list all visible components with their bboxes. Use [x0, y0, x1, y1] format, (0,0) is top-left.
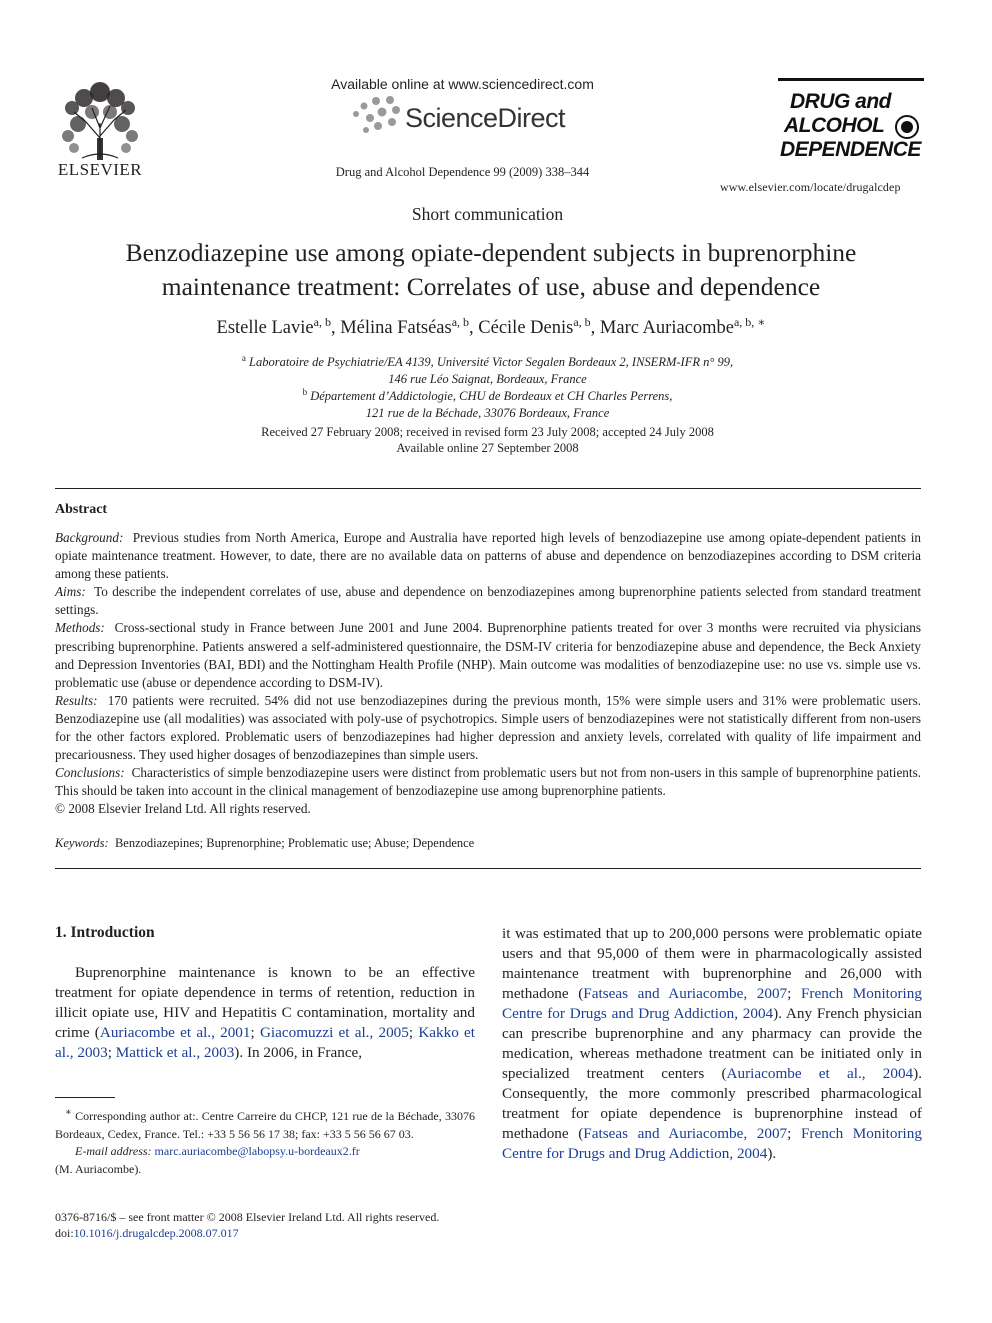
abstract-section — [55, 692, 921, 764]
email-link[interactable]: marc.auriacombe@labopsy.u-bordeaux2.fr — [154, 1144, 360, 1158]
section-heading: 1. Introduction — [55, 924, 155, 941]
citation-link[interactable]: French Monitoring Centre for Drugs and Drug Addiction, 2004 — [502, 1125, 922, 1162]
body-text: ). Consequently, the more commonly prescribed pharmacological treatment for opiate dependence is buprenorphine instead of methadone ( — [502, 1065, 922, 1142]
author-affiliation-mark[interactable]: a, b, ∗ — [733, 315, 766, 329]
affiliation-line: 121 rue de la Béchade, 33076 Bordeaux, France — [365, 405, 610, 420]
abstract-section — [55, 583, 921, 619]
body-text: it was estimated that up to 200,000 persons were problematic opiate users and that 95,000 of them were in pharmacologically assisted maintenance treatment with buprenorphine and 26,000 with methadone ( — [502, 925, 922, 1002]
citation-link[interactable]: Mattick et al., 2003 — [115, 1044, 235, 1061]
journal-emblem-icon — [894, 114, 920, 140]
keywords-list: Benzodiazepines; Buprenorphine; Problematic use; Abuse; Dependence — [114, 836, 475, 850]
journal-url: www.elsevier.com/locate/drugalcdep — [720, 180, 901, 194]
citation-link[interactable]: French Monitoring Centre for Drugs and Drug Addiction, 2004 — [502, 985, 922, 1022]
abstract-bottom-rule — [55, 868, 921, 869]
citation-link[interactable]: Auriacombe et al., 2001 — [99, 1024, 251, 1041]
affiliation-b — [150, 384, 825, 421]
affiliation-line: Département d’Addictologie, CHU de Bordeaux et CH Charles Perrens, — [310, 389, 673, 404]
keywords-label: Keywords: — [55, 836, 109, 850]
citation-link[interactable]: Giacomuzzi et al., 2005 — [259, 1024, 409, 1041]
footnote-rule — [55, 1097, 115, 1098]
doi-link[interactable]: 10.1016/j.drugalcdep.2008.07.017 — [73, 1226, 239, 1240]
author-affiliation-mark[interactable]: a, b — [573, 315, 591, 329]
abstract-text: Characteristics of simple benzodiazepine users were distinct from problematic users but not from non-users in this sample of buprenorphine patients. This should be taken into account in the clinical management of benzodiazepine use among buprenorphine patients. — [55, 765, 921, 799]
affiliation-mark: b — [302, 387, 308, 397]
abstract-text: Cross-sectional study in France between June 2001 and June 2004. Buprenorphine patients treated for over 3 months were recruited via physicians prescribing buprenorphine. Patients answered a self-administered questionnaire, the DSM-IV criteria for benzodiazepine abuse and dependence, the Beck Anxiety and Depression Inventories (BAI, BDI) and the Nottingham Health Profile (NHP). Main outcome was modalities of benzodiazepine use: no use vs. simple use vs. problematic use (abuse or dependence according to DSM-IV). — [55, 620, 922, 690]
journal-logo-line: DRUG and — [790, 90, 891, 113]
abstract-heading: Abstract — [55, 502, 108, 517]
journal-reference: Drug and Alcohol Dependence 99 (2009) 338–344 — [335, 165, 590, 179]
citation-link[interactable]: Fatseas and Auriacombe, 2007 — [583, 985, 788, 1002]
abstract-label: Results: — [55, 692, 98, 708]
author-name: Cécile Denis — [478, 318, 574, 339]
abstract-label: Conclusions: — [55, 765, 125, 781]
article-title-line: Benzodiazepine use among opiate-dependent subjects in buprenorphine — [125, 238, 857, 267]
doi-label: doi: — [55, 1226, 74, 1240]
article-dates — [150, 424, 825, 456]
received-dates: Received 27 February 2008; received in revised form 23 July 2008; accepted 24 July 2008 — [261, 425, 714, 439]
intro-paragraph: Buprenorphine maintenance is known to be an effective treatment for opiate dependence in terms of retention, reduction in illicit opiate use, HIV and Hepatitis C contamination, mortality and crime (Auriacombe et al., 2001; Giacomuzzi et al., 2005; Kakko et al., 2003; Mattick et al., 2003). In 2006, in France, — [55, 964, 476, 1061]
article-title — [60, 236, 922, 304]
journal-logo-line: DEPENDENCE — [780, 138, 921, 161]
intro-paragraph-continued: it was estimated that up to 200,000 persons were problematic opiate users and that 95,000 of them were in pharmacologically assisted maintenance treatment with buprenorphine and 26,000 with methadone (Fatseas and Auriacombe, 2007; French Monitoring Centre for Drugs and Drug Addiction, 2004). Any French physician can prescribe buprenorphine and any pharmacy can provide the medication, whereas methadone treatment can be initiated only in specialized treatment centers (Auriacombe et al., 2004). Consequently, the more commonly prescribed pharmacological treatment for opiate dependence is buprenorphine instead of methadone (Fatseas and Auriacombe, 2007; French Monitoring Centre for Drugs and Drug Addiction, 2004). — [502, 925, 922, 1162]
body-text: ). — [767, 1145, 777, 1162]
body-text: ). Any French physician can prescribe buprenorphine and any pharmacy can provide the medication, whereas methadone treatment can be initiated only in specialized treatment centers ( — [502, 1005, 922, 1082]
footnote — [55, 1104, 475, 1178]
affiliation-mark: a — [241, 353, 246, 363]
affiliation-a — [150, 350, 825, 387]
citation-link[interactable]: Kakko et al., 2003 — [55, 1024, 476, 1061]
author-affiliation-mark[interactable]: a, b — [451, 315, 470, 329]
copyright: © 2008 Elsevier Ireland Ltd. All rights reserved. — [55, 801, 311, 817]
affiliation-line: Laboratoire de Psychiatrie/EA 4139, Université Victor Segalen Bordeaux 2, INSERM-IFR n° 99, — [249, 355, 734, 370]
abstract-text: Previous studies from North America, Europe and Australia have reported high levels of benzodiazepine use among opiate-dependent patients in opiate maintenance treatment. However, to date, there are no available data on patterns of abuse and dependence on benzodiazepines according to DSM criteria among these patients. — [55, 530, 921, 582]
author-name: Marc Auriacombe — [599, 318, 734, 339]
available-online-text: Available online at www.sciencedirect.com — [331, 76, 594, 92]
author-list: Estelle Lavie$^{a, b}$, Mélina Fatséas$^{a, b}$, Cécile Denis$^{a, b}$, Marc Auriacombe$^{a, b, ∗}$ — [216, 315, 766, 339]
abstract-text: To describe the independent correlates of use, abuse and dependence on benzodiazepines among buprenorphine patients selected from standard treatment settings. — [55, 584, 921, 618]
email-owner: (M. Auriacombe). — [55, 1161, 142, 1176]
abstract-section — [55, 619, 921, 691]
author-affiliation-mark[interactable]: a, b — [313, 315, 331, 329]
abstract-label: Background: — [55, 530, 124, 545]
email-label: E-mail address: — [75, 1144, 152, 1158]
issn-block — [55, 1209, 495, 1241]
abstract-label: Methods: — [55, 620, 105, 636]
keywords — [55, 836, 921, 851]
front-matter: 0376-8716/$ – see front matter © 2008 Elsevier Ireland Ltd. All rights reserved. — [55, 1210, 440, 1224]
footnote-mark: ∗ — [65, 1107, 72, 1118]
abstract-body — [55, 529, 921, 819]
journal-logo — [778, 78, 924, 164]
abstract-text: 170 patients were recruited. 54% did not use benzodiazepines during the previous month, 15% were simple users and 31% were problematic users. Benzodiazepine use (all modalities) was associated with poly-use of psychotropics. Simple users of benzodiazepines were not statistically different from non-users for the other factors explored. Problematic users of benzodiazepines had higher depression and anxiety levels, correlated with quality of life impairment and precariousness. They used higher dosages of benzodiazepines than simple users. — [55, 692, 921, 763]
abstract-section — [55, 764, 921, 800]
corresponding-author: Corresponding author at:. Centre Carreire du CHCP, 121 rue de la Béchade, 33076 Bordeaux, Cedex, France. Tel.: +33 5 56 56 17 38; fax: +33 5 56 56 67 03. — [55, 1109, 476, 1141]
sciencedirect-logo-text: ScienceDirect — [405, 103, 566, 133]
abstract-top-rule — [55, 488, 921, 489]
article-title-line: maintenance treatment: Correlates of use, abuse and dependence — [161, 272, 821, 301]
elsevier-wordmark: ELSEVIER — [57, 160, 143, 179]
abstract-section — [55, 529, 921, 583]
affiliation-line: 146 rue Léo Saignat, Bordeaux, France — [388, 371, 587, 386]
author-name: Estelle Lavie — [216, 318, 314, 339]
article-type: Short communication — [411, 204, 564, 224]
body-text: Buprenorphine maintenance is known to be an effective treatment for opiate dependence in terms of retention, reduction in illicit opiate use, HIV and Hepatitis C contamination, mortality and crime ( — [55, 964, 475, 1041]
online-date: Available online 27 September 2008 — [396, 441, 579, 455]
abstract-label: Aims: — [55, 584, 86, 600]
body-text: ). In 2006, in France, — [234, 1044, 363, 1061]
citation-link[interactable]: Fatseas and Auriacombe, 2007 — [583, 1125, 788, 1142]
author-name: Mélina Fatséas — [340, 318, 452, 339]
journal-logo-line: ALCOHOL — [784, 114, 885, 137]
citation-link[interactable]: Auriacombe et al., 2004 — [726, 1065, 914, 1082]
